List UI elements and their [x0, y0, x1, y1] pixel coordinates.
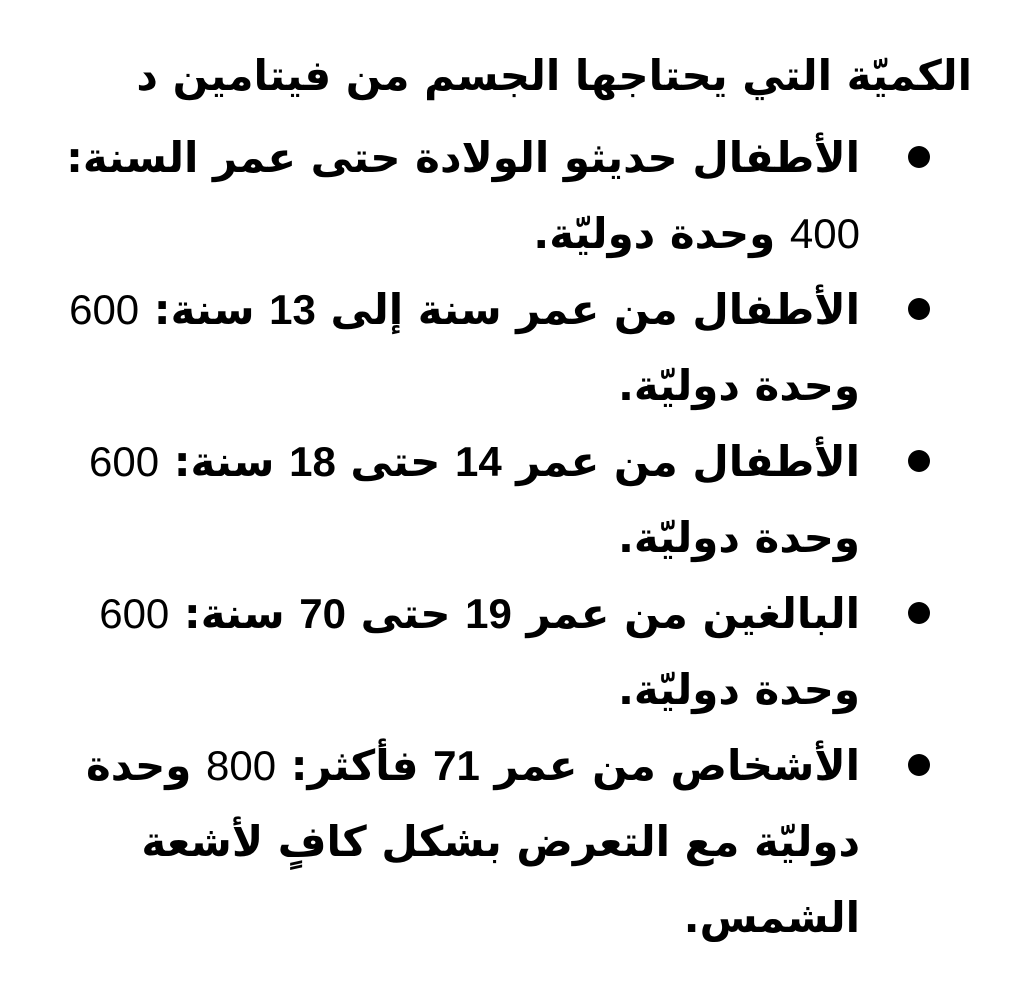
item-text: الأطفال من عمر سنة إلى: [315, 285, 860, 334]
item-number: 600: [69, 286, 140, 333]
item-number: 70: [299, 590, 346, 637]
item-number: 400: [789, 210, 860, 257]
item-text: وحدة دوليّة مع التعرض بشكل كافٍ لأشعة الشمس.: [85, 741, 860, 942]
bullet-icon: [908, 450, 930, 472]
list-item-71-plus: [40, 728, 972, 956]
item-text: وحدة دوليّة.: [617, 665, 860, 714]
item-number: 13: [269, 286, 316, 333]
item-text: الأشخاص من عمر: [479, 741, 860, 790]
item-text: فأكثر:: [276, 741, 434, 790]
item-text: سنة:: [159, 437, 290, 486]
item-number: 19: [465, 590, 512, 637]
bullet-icon: [908, 754, 930, 776]
item-number: 14: [454, 438, 502, 485]
bullet-icon: [908, 146, 930, 168]
item-text: الأطفال حديثو الولادة حتى عمر السنة:: [66, 133, 860, 182]
item-text: سنة:: [139, 285, 270, 334]
bullet-icon: [908, 602, 930, 624]
item-text: حتى: [345, 589, 466, 638]
list-item-newborns: [40, 120, 972, 272]
list-item-children-1-13: [40, 272, 972, 424]
item-number: 600: [99, 590, 170, 637]
vitamin-d-requirements-list: [40, 120, 972, 956]
item-text: البالغين من عمر: [511, 589, 860, 638]
item-text: حتى: [335, 437, 455, 486]
item-text: سنة:: [169, 589, 300, 638]
item-number: 18: [289, 438, 336, 485]
item-number: 800: [206, 742, 277, 789]
document-title: الكميّة التي يحتاجها الجسم من فيتامين د: [136, 51, 972, 100]
item-number: 600: [89, 438, 160, 485]
item-text: الأطفال من عمر: [501, 437, 860, 486]
list-item-adults-19-70: [40, 576, 972, 728]
item-text: وحدة دوليّة.: [617, 361, 860, 410]
list-item-children-14-18: [40, 424, 972, 576]
item-text: وحدة دوليّة.: [533, 209, 790, 258]
bullet-icon: [908, 298, 930, 320]
item-text: وحدة دوليّة.: [617, 513, 860, 562]
item-number: 71: [433, 742, 480, 789]
